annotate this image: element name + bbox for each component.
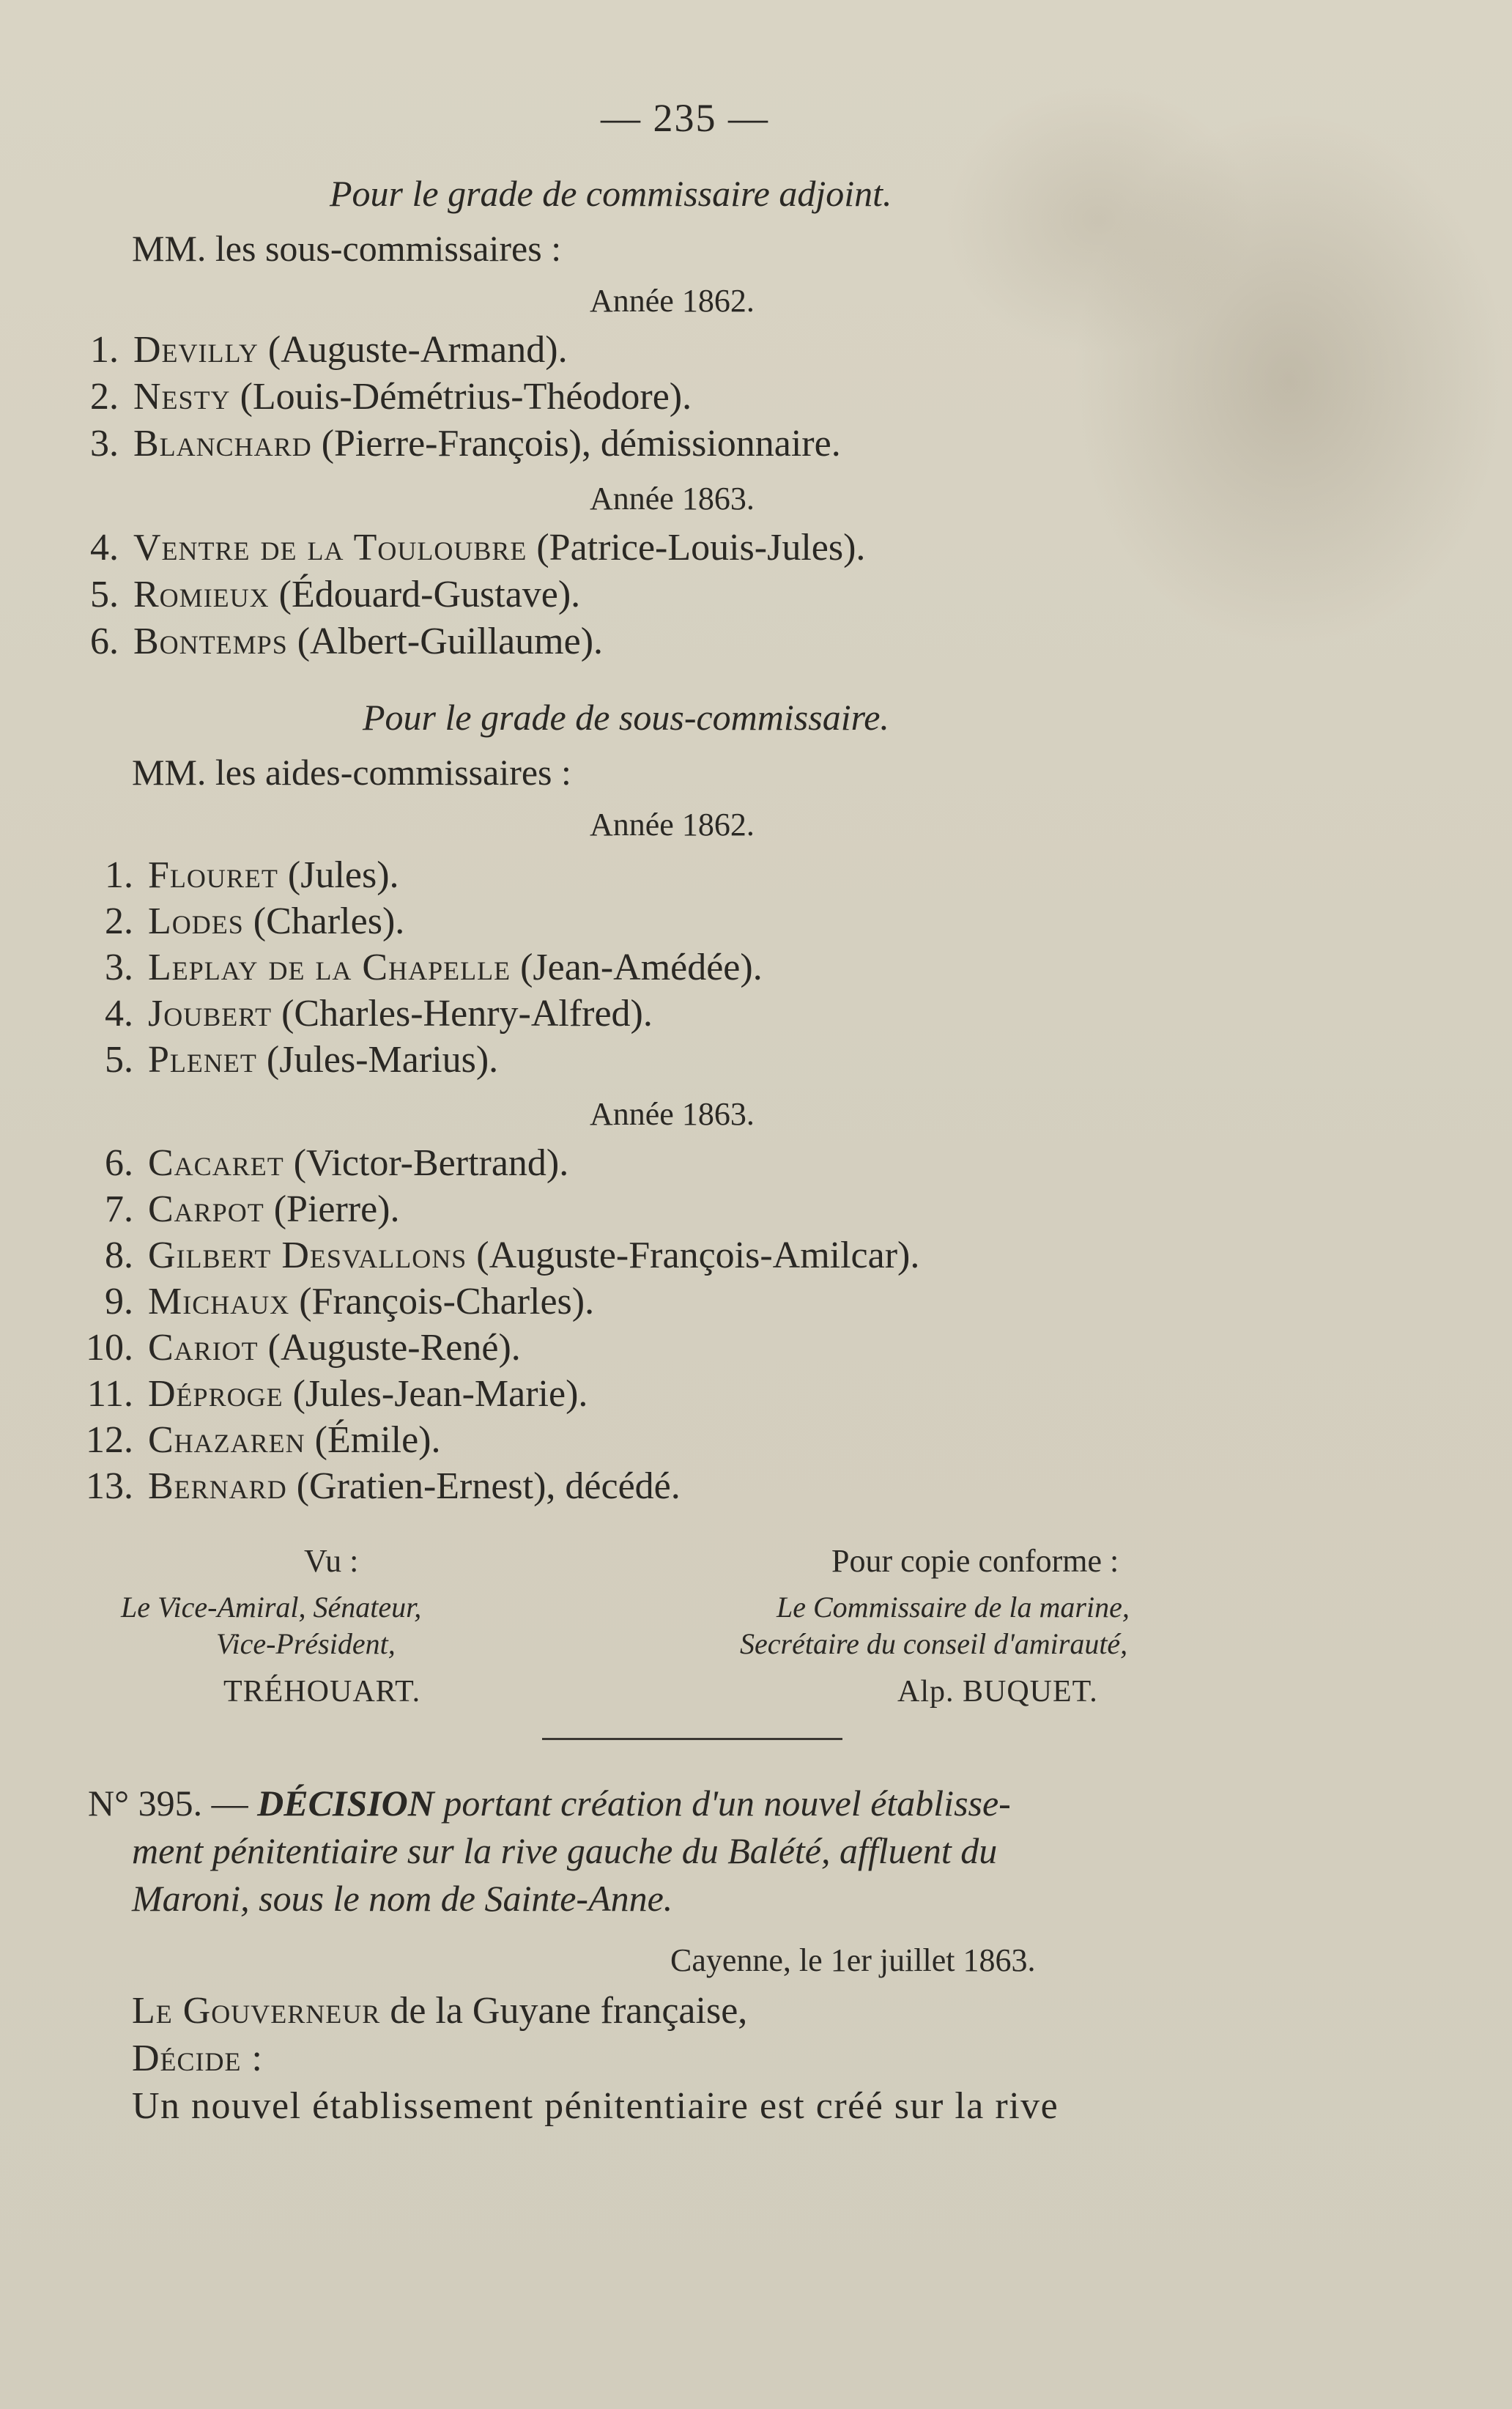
list-item: 6. Bontemps (Albert-Guillaume).: [90, 621, 604, 662]
section2-mm: MM. les aides-commissaires :: [132, 752, 571, 793]
list-item: 4. Ventre de la Touloubre (Patrice-Louis-Jules).: [90, 527, 866, 569]
governor-line: Le Gouverneur de la Guyane française,: [132, 1990, 748, 2032]
decision-heading-line1: N° 395. — DÉCISION portant création d'un nouvel établisse-: [88, 1783, 1011, 1824]
list-item: 1. Devilly (Auguste-Armand).: [90, 329, 568, 371]
signature-left-name: TRÉHOUART.: [223, 1675, 421, 1709]
list-item: 9. Michaux (François-Charles).: [105, 1281, 595, 1322]
decision-heading-line2: ment pénitentiaire sur la rive gauche du Balété, affluent du: [132, 1830, 998, 1871]
list-item: 1. Flouret (Jules).: [105, 854, 399, 896]
list-item: 5. Romieux (Édouard-Gustave).: [90, 574, 581, 615]
list-item: 8. Gilbert Desvallons (Auguste-François-Amilcar).: [105, 1235, 920, 1276]
list-item: 6. Cacaret (Victor-Bertrand).: [105, 1142, 569, 1184]
signature-right-subtitle: Secrétaire du conseil d'amirauté,: [740, 1627, 1128, 1660]
divider: [542, 1738, 842, 1740]
list-item: 11. Déproge (Jules-Jean-Marie).: [86, 1373, 588, 1415]
decision-heading-line3: Maroni, sous le nom de Sainte-Anne.: [132, 1878, 673, 1919]
section1-heading: Pour le grade de commissaire adjoint.: [330, 173, 892, 214]
list-item: 10. Cariot (Auguste-René).: [86, 1327, 521, 1369]
list-item: 4. Joubert (Charles-Henry-Alfred).: [105, 993, 653, 1035]
signature-right-label: Pour copie conforme :: [831, 1543, 1119, 1579]
section1-year-1863: Année 1863.: [590, 481, 755, 517]
page-number: — 235 —: [601, 96, 769, 140]
list-item: 2. Nesty (Louis-Démétrius-Théodore).: [90, 376, 692, 418]
section2-heading: Pour le grade de sous-commissaire.: [363, 697, 889, 738]
signature-left-title: Le Vice-Amiral, Sénateur,: [121, 1591, 422, 1624]
signature-left-label: Vu :: [304, 1543, 359, 1579]
section2-year-1863: Année 1863.: [590, 1096, 755, 1132]
dateline: Cayenne, le 1er juillet 1863.: [670, 1942, 1036, 1978]
list-item: 3. Leplay de la Chapelle (Jean-Amédée).: [105, 947, 763, 988]
signature-right-name: Alp. BUQUET.: [897, 1675, 1098, 1709]
list-item: 3. Blanchard (Pierre-François), démissionnaire.: [90, 423, 841, 465]
list-item: 2. Lodes (Charles).: [105, 900, 405, 942]
list-item: 13. Bernard (Gratien-Ernest), décédé.: [86, 1465, 681, 1507]
decide-label: Décide :: [132, 2038, 263, 2079]
decision-body: Un nouvel établissement pénitentiaire est créé sur la rive: [132, 2085, 1059, 2127]
list-item: 12. Chazaren (Émile).: [86, 1419, 441, 1461]
signature-left-subtitle: Vice-Président,: [216, 1627, 396, 1660]
signature-right-title: Le Commissaire de la marine,: [777, 1591, 1130, 1624]
section1-year-1862: Année 1862.: [590, 283, 755, 319]
section1-mm: MM. les sous-commissaires :: [132, 228, 562, 269]
section2-year-1862: Année 1862.: [590, 807, 755, 843]
list-item: 5. Plenet (Jules-Marius).: [105, 1039, 499, 1081]
list-item: 7. Carpot (Pierre).: [105, 1188, 400, 1230]
